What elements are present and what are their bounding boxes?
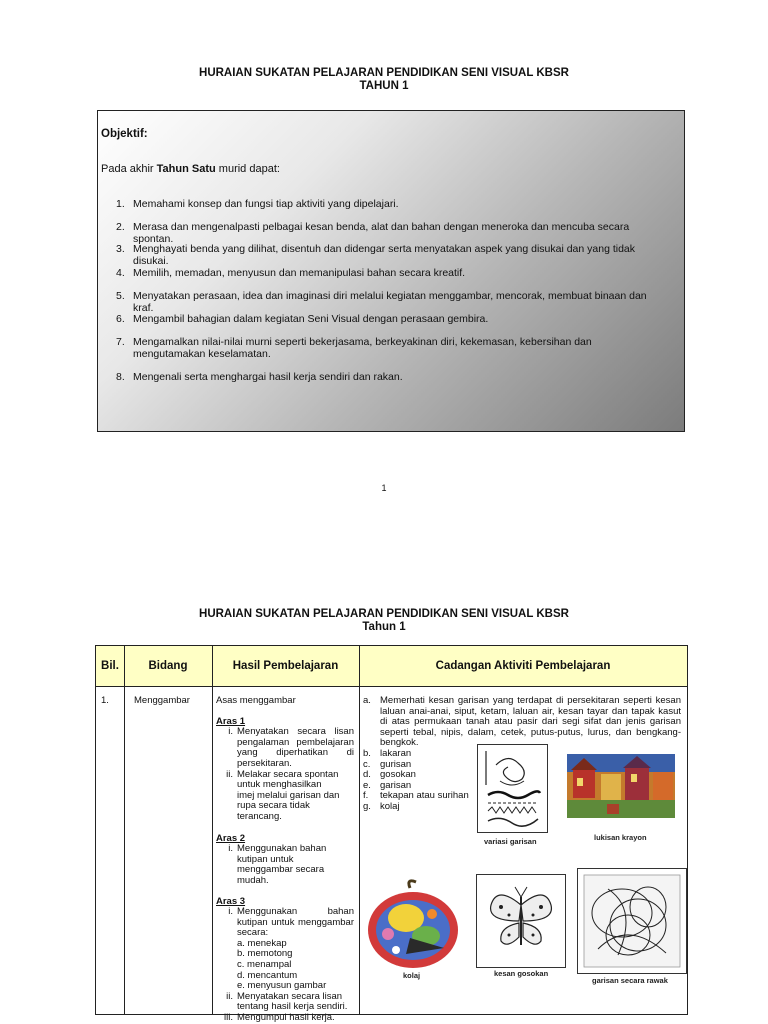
header-hasil: Hasil Pembelajaran xyxy=(212,646,359,687)
item-letter: d. xyxy=(363,769,371,781)
item-number: i. xyxy=(228,726,233,738)
item-text: Melakar secara spontan untuk menghasilkan imej melalui garisan dan rupa secara tidak terancang. xyxy=(237,768,340,822)
item-number: iii. xyxy=(224,1012,233,1024)
objective-text: Merasa dan mengenalpasti pelbagai kesan benda, alat dan bahan dengan meneroka dan mencuba secara spontan. xyxy=(133,221,630,245)
objective-text: Mengambil bahagian dalam kegiatan Seni Visual dengan perasaan gembira. xyxy=(133,313,489,325)
objective-item xyxy=(116,267,666,279)
objective-text: Mengamalkan nilai-nilai murni seperti bekerjasama, berkeyakinan diri, kekemasan, kebersihan dan mengutamakan keselamatan. xyxy=(133,336,592,360)
intro-prefix: Pada akhir xyxy=(101,163,157,175)
item-text: gosokan xyxy=(380,769,416,781)
page-number: 1 xyxy=(381,483,387,493)
crayon-drawing-icon xyxy=(567,754,675,818)
objective-number: 3. xyxy=(116,243,125,255)
item-text: tekapan atau surihan xyxy=(380,790,469,802)
item-letter: g. xyxy=(363,800,371,812)
objectives-intro xyxy=(101,163,280,175)
butterfly-rubbing-icon xyxy=(477,875,565,967)
apple-collage-icon xyxy=(366,878,460,970)
caption-gosokan: kesan gosokan xyxy=(494,969,549,978)
item-letter: c. xyxy=(363,758,371,770)
line-sketch-icon xyxy=(478,745,547,832)
aras3-subitems xyxy=(216,939,354,992)
item-text: garisan xyxy=(380,779,412,791)
aras2-item xyxy=(216,844,354,886)
kolaj-image xyxy=(366,878,460,970)
variasi-garisan-image xyxy=(477,744,548,833)
objective-item xyxy=(116,290,666,314)
objective-item xyxy=(116,221,666,245)
aras1-label: Aras 1 xyxy=(216,715,246,727)
caption-krayon: lukisan krayon xyxy=(594,833,647,842)
objective-text: Memilih, memadan, menyusun dan memanipulasi bahan secara kreatif. xyxy=(133,267,466,279)
objective-number: 1. xyxy=(116,198,125,210)
objectives-heading: Objektif: xyxy=(101,128,148,140)
aras3-item xyxy=(216,907,354,939)
objective-item xyxy=(116,243,666,267)
objective-text: Menyatakan perasaan, idea dan imaginasi diri melalui kegiatan menggambar, mencorak, membuat binaan dan kraf. xyxy=(133,290,647,314)
objective-number: 6. xyxy=(116,313,125,325)
item-text: Menyatakan secara lisan tentang hasil kerja sendiri. xyxy=(237,990,348,1013)
syllabus-table xyxy=(95,645,688,1024)
random-lines-icon xyxy=(578,869,686,973)
item-text: lakaran xyxy=(380,747,412,759)
objective-item xyxy=(116,313,666,325)
objective-item xyxy=(116,371,666,383)
aras3-item xyxy=(216,992,354,1013)
kesan-gosokan-image xyxy=(476,874,566,968)
objective-item xyxy=(116,198,666,210)
caption-variasi: variasi garisan xyxy=(484,837,537,846)
objective-text: Memahami konsep dan fungsi tiap aktiviti yang dipelajari. xyxy=(133,198,399,210)
aras1-item xyxy=(216,727,354,769)
item-text: gurisan xyxy=(380,758,412,770)
row-bidang: Menggambar xyxy=(134,695,190,706)
header-bil: Bil. xyxy=(96,646,124,687)
objective-number: 4. xyxy=(116,267,125,279)
header-bidang: Bidang xyxy=(124,646,212,687)
objective-number: 2. xyxy=(116,221,125,233)
column-divider xyxy=(359,646,360,1014)
subitem: d. mencantum xyxy=(237,969,298,981)
subitem: a. menekap xyxy=(237,937,287,949)
column-divider xyxy=(212,646,213,1014)
item-letter: f. xyxy=(363,790,369,802)
intro-bold: Tahun Satu xyxy=(156,163,216,175)
item-text: Menggunakan bahan kutipan untuk menggambar secara mudah. xyxy=(237,843,327,886)
aktiviti-item xyxy=(363,696,681,749)
aras3-item xyxy=(216,1013,354,1024)
item-letter: a. xyxy=(363,695,371,706)
aras3-label: Aras 3 xyxy=(216,895,246,907)
page1-title-line2: TAHUN 1 xyxy=(359,80,409,92)
aras1-item xyxy=(216,770,354,823)
header-cadangan: Cadangan Aktiviti Pembelajaran xyxy=(359,646,687,687)
objective-number: 8. xyxy=(116,371,125,383)
lukisan-krayon-image xyxy=(567,754,675,818)
caption-rawak: garisan secara rawak xyxy=(592,976,668,985)
item-letter: b. xyxy=(363,747,371,759)
item-text: Mengumpul hasil kerja. xyxy=(237,1012,335,1024)
objective-number: 5. xyxy=(116,290,125,302)
item-text: Memerhati kesan garisan yang terdapat di persekitaran seperti kesan laluan anai-anai, siput, ketam, laluan air, kesan tayar dan tapak kasut di atas permukaan tanah atau pasir dari segi sifat dan jenis garisan seperti tebal, nipis, dalam, cetek, putus-putus, lurus, dan bengkang-bengkok. xyxy=(380,695,681,749)
aras2-label: Aras 2 xyxy=(216,832,246,844)
caption-kolaj: kolaj xyxy=(403,971,421,980)
item-text: Menyatakan secara lisan pengalaman pembelajaran yang diperhatikan di persekitaran. xyxy=(237,726,354,769)
item-text: kolaj xyxy=(380,800,400,812)
intro-suffix: murid dapat: xyxy=(215,163,280,175)
item-number: ii. xyxy=(226,990,233,1002)
item-letter: e. xyxy=(363,779,371,791)
item-number: ii. xyxy=(226,768,233,780)
hasil-intro: Asas menggambar xyxy=(216,695,296,706)
page2-title-line2: Tahun 1 xyxy=(362,621,406,633)
page2-title-line1: HURAIAN SUKATAN PELAJARAN PENDIDIKAN SENI VISUAL KBSR xyxy=(199,608,569,620)
item-text: Menggunakan bahan kutipan untuk menggambar secara: xyxy=(237,906,354,939)
item-number: i. xyxy=(228,843,233,855)
row-bil: 1. xyxy=(101,695,109,706)
subitem: e. menyusun gambar xyxy=(237,980,327,992)
objective-number: 7. xyxy=(116,336,125,348)
subitem: c. menampal xyxy=(237,959,292,971)
subitem: b. memotong xyxy=(237,948,293,960)
column-divider xyxy=(124,646,125,1014)
item-number: i. xyxy=(228,906,233,918)
page1-title-line1: HURAIAN SUKATAN PELAJARAN PENDIDIKAN SENI VISUAL KBSR xyxy=(199,67,569,79)
objective-text: Menghayati benda yang dilihat, disentuh dan didengar serta menyatakan aspek yang disukai dan yang tidak disukai. xyxy=(133,243,636,267)
hasil-pembelajaran-cell xyxy=(216,696,354,1024)
objective-text: Mengenali serta menghargai hasil kerja sendiri dan rakan. xyxy=(133,371,403,383)
garisan-rawak-image xyxy=(577,868,687,974)
objectives-box xyxy=(97,110,685,432)
objective-item xyxy=(116,336,666,360)
